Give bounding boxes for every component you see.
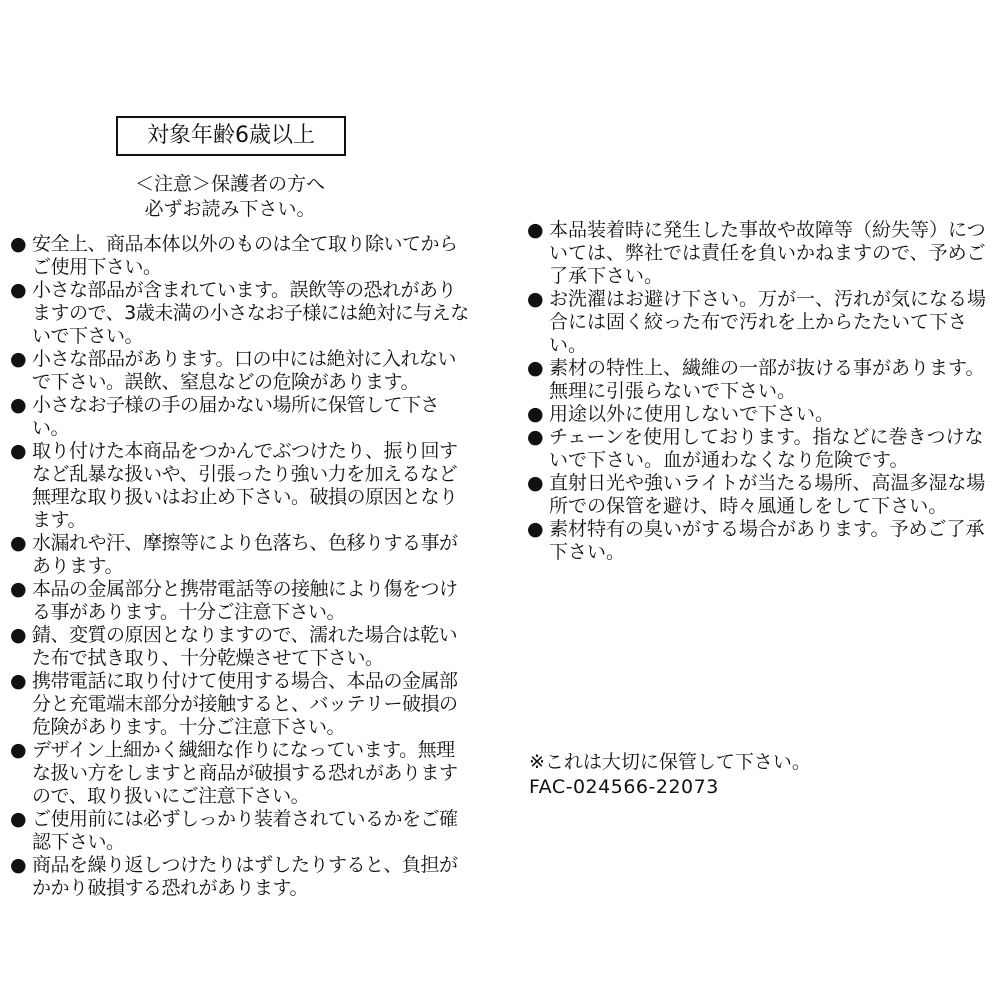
- caution-item-text: 本品の金属部分と携帯電話等の接触により傷をつける事があります。十分ご注意下さい。: [32, 578, 458, 623]
- bullet-icon: ●: [10, 440, 27, 462]
- caution-item: [527, 426, 989, 472]
- caution-item-text: 小さな部品があります。口の中には絶対に入れないで下さい。誤飲、窒息などの危険があります。: [32, 348, 456, 393]
- bullet-icon: ●: [10, 348, 27, 370]
- caution-heading: [100, 172, 360, 222]
- bullet-icon: ●: [10, 739, 27, 761]
- caution-item-text: 安全上、商品本体以外のものは全て取り除いてからご使用下さい。: [32, 233, 458, 278]
- caution-item-text: 素材特有の臭いがする場合があります。予めご了承下さい。: [549, 518, 985, 563]
- bullet-icon: ●: [10, 854, 27, 876]
- caution-item-text: 直射日光や強いライトが当たる場所、高温多湿な場所での保管を避け、時々風通しをして下さい。: [549, 472, 986, 517]
- caution-item-text: お洗濯はお避け下さい。万が一、汚れが気になる場合には固く絞った布で汚れを上からたたいて下さい。: [549, 288, 987, 356]
- keep-note: ※これは大切に保管して下さい。: [529, 751, 811, 773]
- caution-item-text: 水漏れや汗、摩擦等により色落ち、色移りする事があります。: [32, 532, 458, 577]
- caution-item: [10, 348, 470, 394]
- caution-heading-line-2: 必ずお読み下さい。: [144, 198, 316, 220]
- caution-item: [10, 532, 470, 578]
- bullet-icon: ●: [10, 233, 27, 255]
- bullet-icon: ●: [10, 808, 27, 830]
- bullet-icon: ●: [527, 472, 544, 494]
- bullet-icon: ●: [10, 624, 27, 646]
- caution-item-text: ご使用前には必ずしっかり装着されているかをご確認下さい。: [32, 808, 458, 853]
- caution-item: [527, 288, 989, 357]
- caution-item: [527, 357, 989, 403]
- caution-item: [10, 233, 470, 279]
- caution-item-text: 錆、変質の原因となりますので、濡れた場合は乾いた布で拭き取り、十分乾燥させて下さい。: [32, 624, 458, 669]
- caution-item-text: 用途以外に使用しないで下さい。: [549, 403, 835, 425]
- caution-item-text: 素材の特性上、繊維の一部が抜ける事があります。無理に引張らないで下さい。: [549, 357, 985, 402]
- caution-item: [10, 440, 470, 532]
- caution-item-text: 小さな部品が含まれています。誤飲等の恐れがありますので、3歳未満の小さなお子様には絶対に与えないで下さい。: [32, 279, 469, 347]
- caution-item: [10, 578, 470, 624]
- caution-item: [10, 670, 470, 739]
- bullet-icon: ●: [527, 219, 544, 241]
- caution-item-text: 商品を繰り返しつけたりはずしたりすると、負担がかかり破損する恐れがあります。: [32, 854, 458, 899]
- bullet-icon: ●: [10, 578, 27, 600]
- caution-item-text: 取り付けた本商品をつかんでぶつけたり、振り回すなど乱暴な扱いや、引張ったり強い力を加えるなど無理な取り扱いはお止め下さい。破損の原因となります。: [32, 440, 458, 531]
- caution-item: [10, 739, 470, 808]
- bullet-icon: ●: [527, 403, 544, 425]
- bullet-icon: ●: [10, 394, 27, 416]
- caution-item: [10, 624, 470, 670]
- caution-item: [527, 219, 989, 288]
- caution-item: [10, 854, 470, 900]
- caution-item-text: チェーンを使用しております。指などに巻きつけないで下さい。血が通わなくなり危険です。: [549, 426, 984, 471]
- bullet-icon: ●: [527, 357, 544, 379]
- caution-heading-line-1: ＜注意＞保護者の方へ: [134, 173, 325, 195]
- caution-item: [527, 472, 989, 518]
- bullet-icon: ●: [10, 279, 27, 301]
- bullet-icon: ●: [527, 426, 544, 448]
- left-caution-list: [10, 233, 470, 900]
- caution-item: [527, 403, 989, 426]
- caution-item: [527, 518, 989, 564]
- footer-notes: [529, 750, 979, 800]
- product-code: FAC-024566-22073: [529, 776, 719, 798]
- right-caution-list: [527, 219, 989, 564]
- caution-item: [10, 394, 470, 440]
- caution-item-text: デザイン上細かく繊細な作りになっています。無理な扱い方をしますと商品が破損する恐れがありますので、取り扱いにご注意下さい。: [32, 739, 458, 807]
- bullet-icon: ●: [10, 532, 27, 554]
- caution-item: [10, 808, 470, 854]
- age-label: 対象年齢6歳以上: [147, 123, 315, 148]
- bullet-icon: ●: [527, 518, 544, 540]
- caution-item-text: 携帯電話に取り付けて使用する場合、本品の金属部分と充電端末部分が接触すると、バッテリー破損の危険があります。十分ご注意下さい。: [32, 670, 458, 738]
- bullet-icon: ●: [527, 288, 544, 310]
- bullet-icon: ●: [10, 670, 27, 692]
- caution-item-text: 本品装着時に発生した事故や故障等（紛失等）については、弊社では責任を負いかねますので、予めご了承下さい。: [549, 219, 986, 287]
- caution-item-text: 小さなお子様の手の届かない場所に保管して下さい。: [32, 394, 440, 439]
- caution-item: [10, 279, 470, 348]
- age-label-box: [116, 116, 346, 156]
